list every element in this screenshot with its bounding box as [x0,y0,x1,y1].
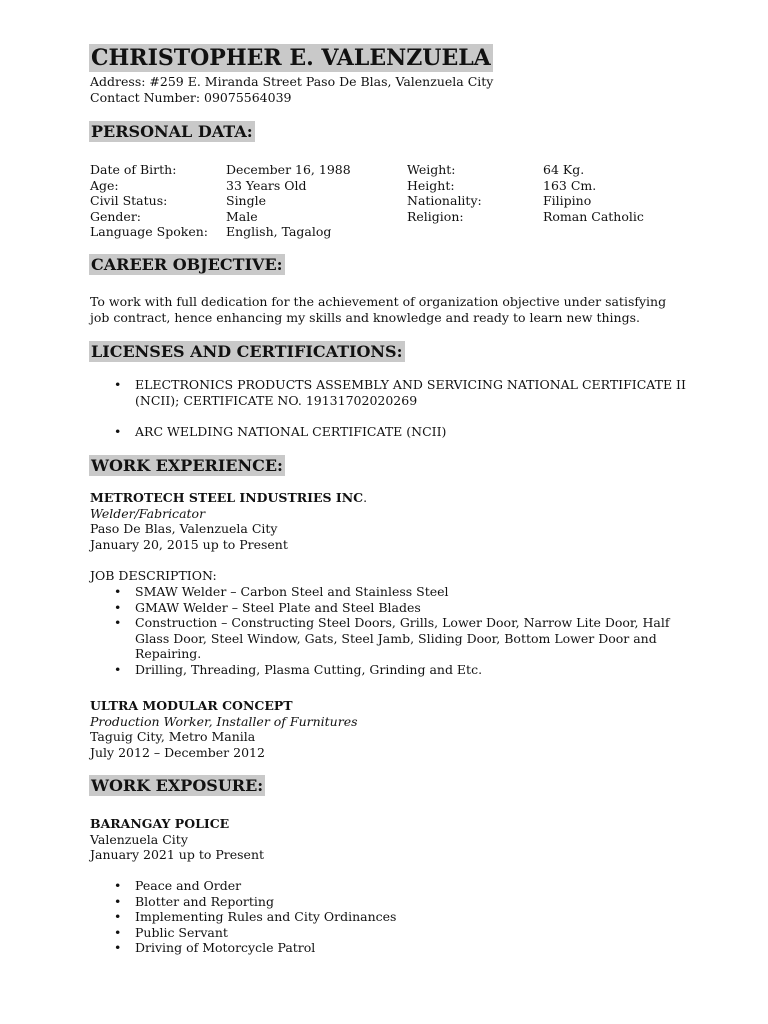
job-entry-ultra-modular [90,698,690,760]
license-item: • ELECTRONICS PRODUCTS ASSEMBLY AND SERVICING NATIONAL CERTIFICATE II (NCII); CERTIFICATE NO. 19131702020269 [135,377,690,408]
exposure-duties-list [90,878,680,956]
pd-value [543,224,690,240]
licenses-list [90,377,690,408]
duty-item: • SMAW Welder – Carbon Steel and Stainless Steel [135,584,680,600]
resume-header [90,44,690,105]
pd-label: Weight: [407,162,456,177]
exposure-dates: January 2021 up to Present [90,847,265,863]
company-name: ULTRA MODULAR CONCEPT [90,698,293,713]
pd-label [407,224,543,240]
resume-page [90,44,690,956]
pd-label: Date of Birth: [90,162,177,177]
pd-value: December 16, 1988 [226,162,351,177]
pd-label: Religion: [407,208,464,224]
job-entry-metrotech [90,490,690,552]
pd-label: Gender: [90,208,142,224]
pd-value: 163 Cm. [543,177,597,193]
personal-data-heading: PERSONAL DATA: [91,122,253,141]
job-duties-list [90,584,680,678]
job-description-label: JOB DESCRIPTION: [90,568,217,583]
license-item: • ARC WELDING NATIONAL CERTIFICATE (NCII) [135,424,690,440]
licenses-heading: LICENSES AND CERTIFICATIONS: [91,342,403,361]
exposure-item: • Driving of Motorcycle Patrol [135,940,680,956]
exposure-org: BARANGAY POLICE [90,816,230,831]
work-experience-heading: WORK EXPERIENCE: [91,456,283,475]
pd-label: Language Spoken: [90,224,209,240]
exposure-item: • Public Servant [135,925,680,941]
work-experience-section [90,455,690,476]
exposure-item: • Implementing Rules and City Ordinances [135,909,680,925]
job-position: Welder/Fabricator [90,505,206,521]
duty-item: • Drilling, Threading, Plasma Cutting, Grinding and Etc. [135,662,680,678]
career-objective-section [90,254,690,275]
work-exposure-heading: WORK EXPOSURE: [91,776,264,795]
pd-value: Single [226,193,267,209]
applicant-name: CHRISTOPHER E. VALENZUELA [91,45,491,71]
company-dot: . [363,490,368,505]
duty-item: • GMAW Welder – Steel Plate and Steel Blades [135,600,680,616]
job-position: Production Worker, Installer of Furnitures [90,713,358,729]
pd-value: Filipino [543,193,592,209]
pd-value: 64 Kg. [543,162,585,177]
licenses-section [90,341,690,362]
career-objective-text: To work with full dedication for the achievement of organization objective under satisfying job contract, hence enhancing my skills and knowledge and ready to learn new things. [90,294,667,325]
pd-label: Civil Status: [90,193,168,209]
exposure-item: • Peace and Order [135,878,680,894]
pd-value: English, Tagalog [226,224,332,240]
exposure-entry [90,816,690,863]
job-location: Taguig City, Metro Manila [90,729,256,745]
exposure-item: • Blotter and Reporting [135,894,680,910]
work-exposure-section [90,775,690,796]
licenses-list-2 [90,424,690,440]
address-line: Address: #259 E. Miranda Street Paso De Blas, Valenzuela City [90,74,494,89]
career-objective-heading: CAREER OBJECTIVE: [91,255,283,274]
pd-label: Age: [90,177,119,193]
pd-label: Nationality: [407,193,482,209]
company-name: METROTECH STEEL INDUSTRIES INC [90,490,364,505]
job-dates: July 2012 – December 2012 [90,744,265,760]
pd-value: 33 Years Old [226,177,307,193]
contact-line: Contact Number: 09075564039 [90,89,292,105]
pd-value: Roman Catholic [543,208,644,224]
personal-data-section [90,121,690,142]
job-location: Paso De Blas, Valenzuela City [90,521,278,537]
duty-item: • Construction – Constructing Steel Doors, Grills, Lower Door, Narrow Lite Door, Half Glass Door, Steel Window, Gats, Steel Jamb, Sliding Door, Bottom Lower Door and Repairing. [135,615,680,662]
pd-value: Male [226,208,258,224]
personal-data-grid [90,162,690,240]
job-dates: January 20, 2015 up to Present [90,536,288,552]
exposure-location: Valenzuela City [90,831,188,847]
pd-label: Height: [407,177,455,193]
